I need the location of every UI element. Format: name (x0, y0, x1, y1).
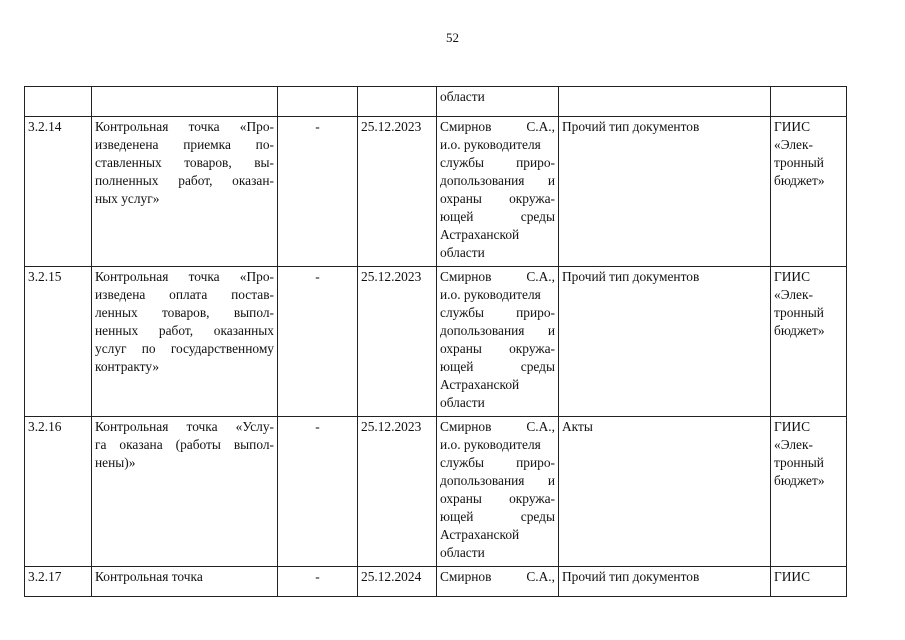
cell-line: и.о. руководителя (440, 137, 541, 152)
responsible-person-cell (437, 417, 559, 567)
cell-line: ленных товаров, выпол- (95, 305, 274, 320)
table-row (25, 267, 847, 417)
responsible-person-cell (437, 117, 559, 267)
cell-line: ГИИС (774, 119, 811, 134)
dash-cell: - (278, 267, 358, 417)
control-point-name-cell (92, 567, 278, 597)
cell-line: Смирнов С.А., (440, 569, 555, 584)
item-number-cell (25, 87, 92, 117)
table-row (25, 87, 847, 117)
dash-cell (278, 87, 358, 117)
cell-line: ГИИС (774, 419, 811, 434)
cell-line: Контрольная точка «Услу- (95, 419, 274, 434)
cell-line: полненных работ, оказан- (95, 173, 274, 188)
due-date-cell (358, 87, 437, 117)
cell-line: Смирнов С.А., (440, 269, 555, 284)
cell-line: допользования и (440, 473, 555, 488)
cell-line: Контрольная точка (95, 569, 203, 584)
cell-line: «Элек- (774, 287, 813, 302)
information-system-cell (771, 267, 847, 417)
cell-line: службы приро- (440, 455, 555, 470)
cell-line: охраны окружа- (440, 191, 555, 206)
control-points-table (24, 86, 847, 597)
cell-line: Смирнов С.А., (440, 419, 555, 434)
cell-line: области (440, 245, 485, 260)
document-type-cell: Прочий тип документов (559, 117, 771, 267)
cell-line: контракту» (95, 359, 160, 374)
cell-line: Астраханской (440, 227, 520, 242)
cell-line: ставленных товаров, вы- (95, 155, 274, 170)
cell-line: ющей среды (440, 359, 555, 374)
cell-line: области (440, 89, 485, 104)
item-number-cell: 3.2.14 (25, 117, 92, 267)
cell-line: Контрольная точка «Про- (95, 269, 274, 284)
cell-line: «Элек- (774, 437, 813, 452)
cell-line: ГИИС (774, 569, 811, 584)
cell-line: и.о. руководителя (440, 437, 541, 452)
cell-line: области (440, 545, 485, 560)
cell-line: ГИИС (774, 269, 811, 284)
table-row (25, 417, 847, 567)
item-number-cell: 3.2.17 (25, 567, 92, 597)
control-point-name-cell (92, 117, 278, 267)
cell-line: нены)» (95, 455, 136, 470)
information-system-cell (771, 417, 847, 567)
document-type-cell (559, 87, 771, 117)
due-date-cell: 25.12.2023 (358, 267, 437, 417)
due-date-cell: 25.12.2023 (358, 117, 437, 267)
cell-line: Астраханской (440, 527, 520, 542)
cell-line: Смирнов С.А., (440, 119, 555, 134)
responsible-person-cell (437, 87, 559, 117)
cell-line: изведенена приемка по- (95, 137, 274, 152)
cell-line: га оказана (работы выпол- (95, 437, 274, 452)
information-system-cell (771, 117, 847, 267)
cell-line: охраны окружа- (440, 491, 555, 506)
cell-line: услуг по государственному (95, 341, 274, 356)
item-number-cell: 3.2.16 (25, 417, 92, 567)
responsible-person-cell (437, 267, 559, 417)
cell-line: допользования и (440, 323, 555, 338)
responsible-person-cell (437, 567, 559, 597)
information-system-cell (771, 567, 847, 597)
control-point-name-cell (92, 87, 278, 117)
cell-line: изведена оплата постав- (95, 287, 274, 302)
cell-line: службы приро- (440, 305, 555, 320)
due-date-cell: 25.12.2024 (358, 567, 437, 597)
due-date-cell: 25.12.2023 (358, 417, 437, 567)
cell-line: службы приро- (440, 155, 555, 170)
cell-line: бюджет» (774, 323, 825, 338)
dash-cell: - (278, 567, 358, 597)
cell-line: охраны окружа- (440, 341, 555, 356)
cell-line: ющей среды (440, 509, 555, 524)
cell-line: и.о. руководителя (440, 287, 541, 302)
cell-line: области (440, 395, 485, 410)
cell-line: Астраханской (440, 377, 520, 392)
cell-line: тронный (774, 455, 824, 470)
page-number: 52 (446, 30, 459, 45)
cell-line: тронный (774, 305, 824, 320)
dash-cell: - (278, 117, 358, 267)
cell-line: тронный (774, 155, 824, 170)
cell-line: ющей среды (440, 209, 555, 224)
document-type-cell: Прочий тип документов (559, 567, 771, 597)
dash-cell: - (278, 417, 358, 567)
table-row (25, 117, 847, 267)
item-number-cell: 3.2.15 (25, 267, 92, 417)
control-point-name-cell (92, 417, 278, 567)
cell-line: Контрольная точка «Про- (95, 119, 274, 134)
cell-line: допользования и (440, 173, 555, 188)
table-row (25, 567, 847, 597)
cell-line: бюджет» (774, 473, 825, 488)
cell-line: ных услуг» (95, 191, 160, 206)
information-system-cell (771, 87, 847, 117)
control-point-name-cell (92, 267, 278, 417)
table-body (25, 87, 847, 597)
cell-line: бюджет» (774, 173, 825, 188)
document-type-cell: Акты (559, 417, 771, 567)
cell-line: «Элек- (774, 137, 813, 152)
cell-line: ненных работ, оказанных (95, 323, 274, 338)
document-type-cell: Прочий тип документов (559, 267, 771, 417)
